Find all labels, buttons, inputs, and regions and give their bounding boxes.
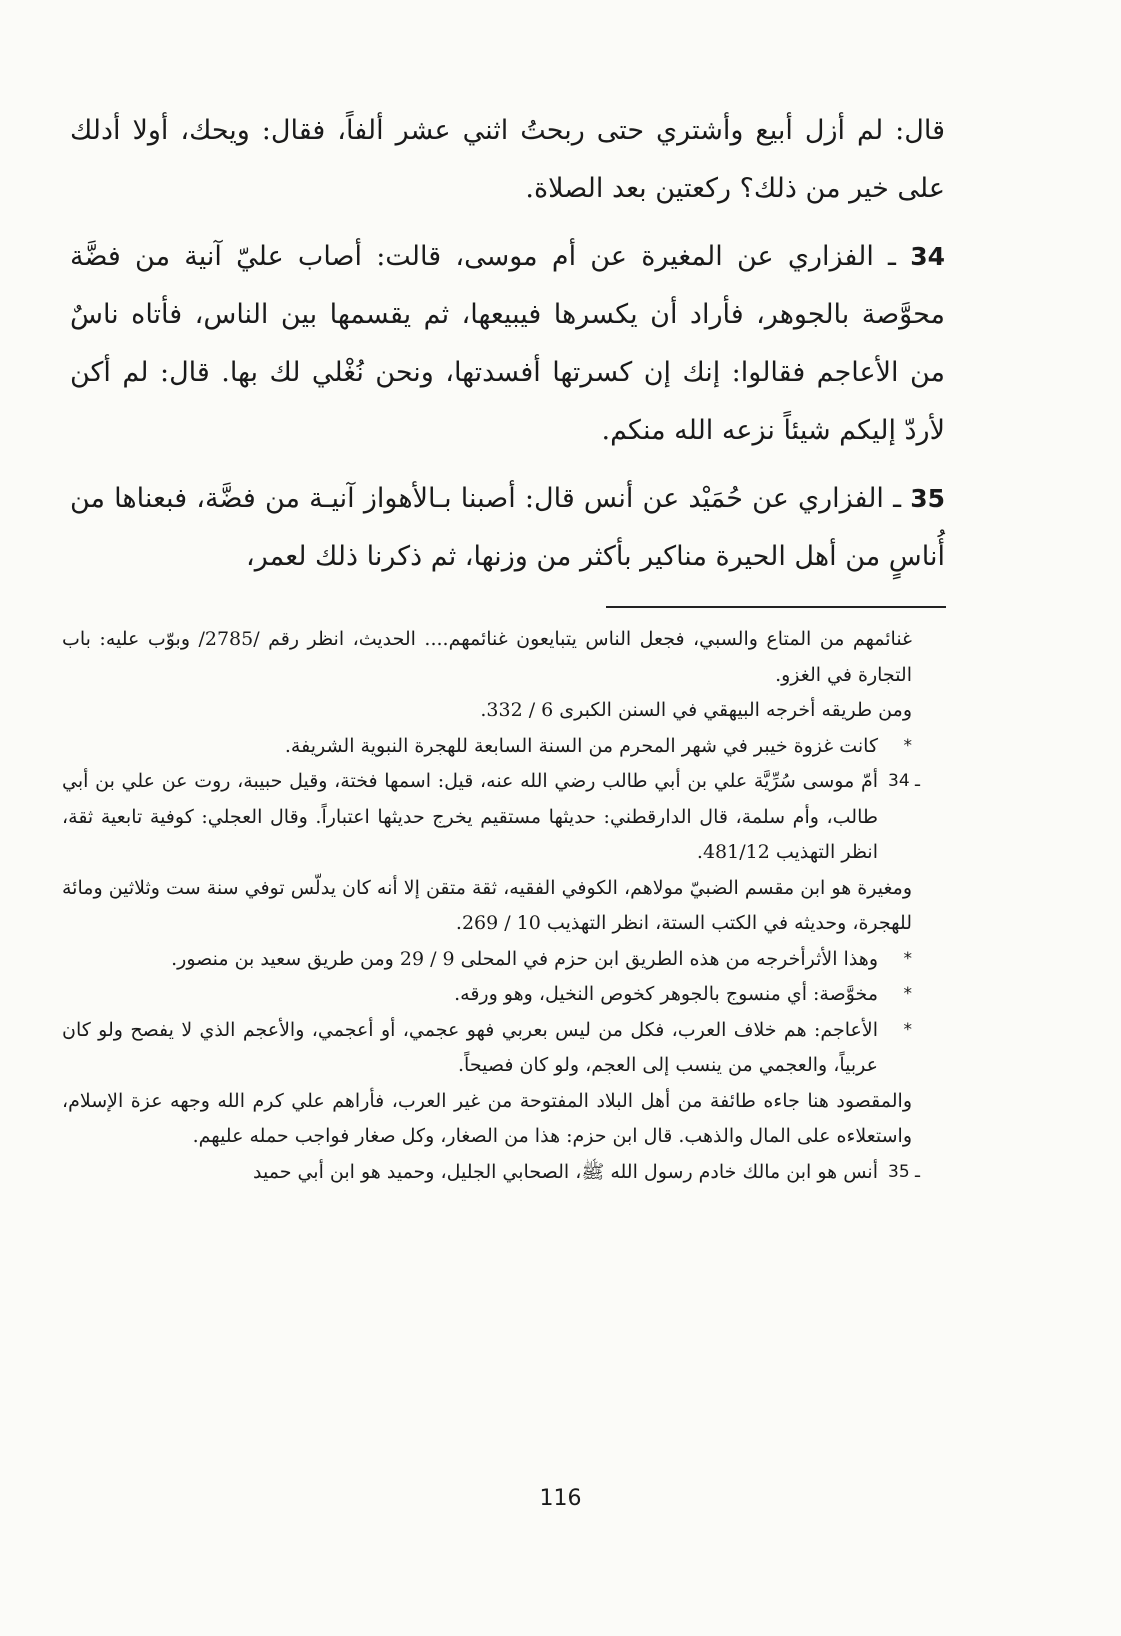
paragraph-34-number: 34	[910, 242, 945, 271]
asterisk-marker: *	[903, 1019, 912, 1040]
page-number: 116	[539, 1486, 582, 1511]
footnote-34-text: أمّ موسى سُرِّيَّة علي بن أبي طالب رضي الله عنه، قيل: اسمها فختة، وقيل حبيبة، روت عن علي بن أبي طالب، وأم سلمة، قال الدارقطني: حديثها مستقيم يخرج حديثها اعتباراً. وقال العجلي: كوفية تابعية ثقة، انظر التهذيب 481/12.	[62, 770, 878, 863]
footnote-maqsud: والمقصود هنا جاءه طائفة من أهل البلاد المفتوحة من غير العرب، فأراهم علي كرم الله وجهه عزة الإسلام، واستعلاءه على المال والذهب. قال ابن حزم: هذا من الصغار، وكل صغار فواجب حمله عليهم.	[62, 1089, 912, 1147]
asterisk-marker: *	[903, 984, 912, 1004]
footnote-aajim	[62, 1013, 912, 1084]
footnote-bayhaqi: ومن طريقه أخرجه البيهقي في السنن الكبرى 6 / 332.	[480, 699, 912, 721]
footnote-aajim-text: الأعاجم: هم خلاف العرب، فكل من ليس بعربي فهو عجمي، أو أعجمي، والأعجم الذي لا يفصح ولو كان عربياً، والعجمي من ينسب إلى العجم، ولو كان فصيحاً.	[62, 1018, 878, 1076]
footnote-35-text: أنس هو ابن مالك خادم رسول الله ﷺ، الصحابي الجليل، وحميد هو ابن أبي حميد	[253, 1160, 878, 1183]
footnote-athar	[62, 942, 912, 978]
paragraph-intro	[70, 102, 945, 218]
footnote-continuation: غنائمهم من المتاع والسبي، فجعل الناس يتبايعون غنائمهم.... الحديث، انظر رقم /2785/ وبوّب عليه: باب التجارة في الغزو.	[62, 628, 912, 686]
footnote-separator	[606, 606, 946, 608]
paragraph-34	[70, 228, 945, 460]
paragraph-35-text: ـ الفزاري عن حُمَيْد عن أنس قال: أصبنا بـالأهواز آنيـة من فضَّة، فبعناها من أُناسٍ من أهل الحيرة مناكير بأكثر من وزنها، ثم ذكرنا ذلك لعمر،	[70, 483, 945, 572]
footnote-34	[62, 764, 921, 871]
paragraph-34-text: ـ الفزاري عن المغيرة عن أم موسى، قالت: أصاب عليّ آنية من فضَّة محوَّصة بالجوهر، فأراد أن يكسرها فيبيعها، ثم يقسمها بين الناس، فأتاه ناسٌ من الأعاجم فقالوا: إنك إن كسرتها أفسدتها، ونحن نُغْلي لك بها. قال: لم أكن لأردّ إليكم شيئاً نزعه الله منكم.	[70, 241, 945, 446]
asterisk-marker: *	[903, 948, 912, 969]
footnote-mughira: ومغيرة هو ابن مقسم الضبيّ مولاهم، الكوفي الفقيه، ثقة متقن إلا أنه كان يدلّس توفي سنة ست وثلاثين ومائة للهجرة، وحديثه في الكتب الستة، انظر التهذيب 10 / 269.	[62, 876, 912, 934]
footnote-35-number: 35 ـ	[888, 1161, 921, 1182]
paragraph-35-number: 35	[910, 484, 945, 513]
asterisk-marker: *	[903, 735, 912, 756]
paragraph-intro-text: قال: لم أزل أبيع وأشتري حتى ربحتُ اثني عشر ألفاً، فقال: ويحك، أولا أدلك على خير من ذلك؟ ركعتين بعد الصلاة.	[70, 115, 945, 204]
main-text-block	[70, 102, 945, 596]
footnote-khaybar	[62, 729, 912, 765]
paragraph-35	[70, 470, 945, 586]
footnote-khaybar-text: كانت غزوة خيبر في شهر المحرم من السنة السابعة للهجرة النبوية الشريفة.	[284, 734, 878, 757]
footnote-mukhawwasa-text: مخوَّصة: أي منسوج بالجوهر كخوص النخيل، وهو ورقه.	[454, 983, 878, 1005]
footnote-mukhawwasa	[62, 977, 912, 1013]
footnotes-block	[62, 622, 921, 1190]
footnote-34-number: 34 ـ	[888, 771, 921, 791]
footnote-athar-text: وهذا الأثرأخرجه من هذه الطريق ابن حزم في المحلى 9 / 29 ومن طريق سعيد بن منصور.	[171, 947, 878, 970]
footnote-35	[62, 1155, 921, 1191]
